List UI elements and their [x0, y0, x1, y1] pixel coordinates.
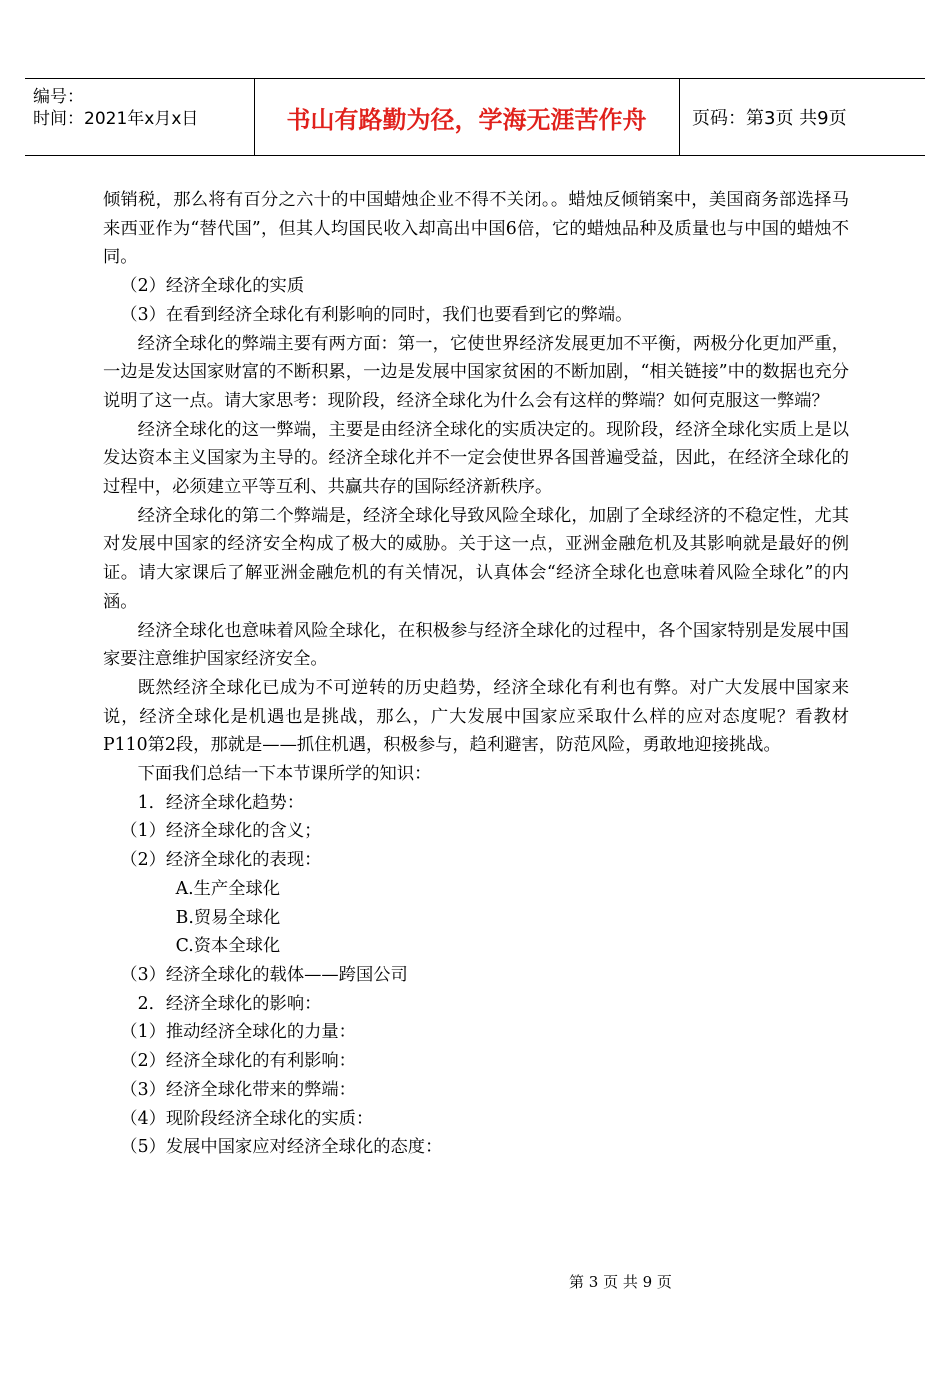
header-motto: 书山有路勤为径，学海无涯苦作舟 — [254, 79, 680, 155]
document-body — [103, 186, 849, 1162]
summary-item: A.生产全球化 — [175, 878, 281, 899]
summary-item: C.资本全球化 — [175, 936, 281, 957]
summary-item: （2）经济全球化的表现： — [120, 850, 322, 871]
summary-item: B.贸易全球化 — [175, 907, 281, 928]
paragraph: 既然经济全球化已成为不可逆转的历史趋势，经济全球化有利也有弊。对广大发展中国家来说，经济全球化是机遇也是挑战，那么，广大发展中国家应采取什么样的应对态度呢？看教材P110第2段，那就是——抓住机遇，积极参与，趋利避害，防范风险，勇敢地迎接挑战。 — [103, 677, 849, 756]
summary-item: （2）经济全球化的有利影响： — [120, 1051, 356, 1072]
document-number-label: 编号： — [33, 87, 84, 107]
paragraph: 经济全球化也意味着风险全球化，在积极参与经济全球化的过程中，各个国家特别是发展中国家要注意维护国家经济安全。 — [103, 620, 849, 670]
paragraph: 经济全球化的弊端主要有两方面：第一，它使世界经济发展更加不平衡，两极分化更加严重，一边是发达国家财富的不断积累，一边是发展中国家贫困的不断加剧，“相关链接”中的数据也充分说明了这一点。请大家思考：现阶段，经济全球化为什么会有这样的弊端？如何克服这一弊端？ — [103, 333, 849, 411]
page-footer — [0, 1271, 950, 1292]
document-time-label: 时间：2021年x月x日 — [33, 109, 199, 129]
summary-item: （3）经济全球化的载体——跨国公司 — [120, 964, 408, 985]
summary-item: （3）经济全球化带来的弊端： — [120, 1079, 356, 1100]
paragraph: （3）在看到经济全球化有利影响的同时，我们也要看到它的弊端。 — [120, 304, 633, 325]
summary-item: （5）发展中国家应对经济全球化的态度： — [120, 1137, 443, 1158]
paragraph: 经济全球化的第二个弊端是，经济全球化导致风险全球化，加剧了全球经济的不稳定性，尤其对发展中国家的经济安全构成了极大的威胁。关于这一点，亚洲金融危机及其影响就是最好的例证。请大家课后了解亚洲金融危机的有关情况，认真体会“经济全球化也意味着风险全球化”的内涵。 — [103, 505, 849, 612]
summary-item: （1）经济全球化的含义； — [120, 821, 322, 842]
paragraph: 经济全球化的这一弊端，主要是由经济全球化的实质决定的。现阶段，经济全球化实质上是以发达资本主义国家为主导的。经济全球化并不一定会使世界各国普遍受益，因此，在经济全球化的过程中，必须建立平等互利、共赢共存的国际经济新秩序。 — [103, 419, 849, 498]
paragraph: 倾销税，那么将有百分之六十的中国蜡烛企业不得不关闭。。蜡烛反倾销案中，美国商务部选择马来西亚作为“替代国”，但其人均国民收入却高出中国6倍，它的蜡烛品种及质量也与中国的蜡烛不同。 — [103, 190, 849, 268]
summary-item: 2．经济全球化的影响： — [137, 993, 322, 1014]
summary-item: 1．经济全球化趋势： — [137, 792, 305, 813]
header-meta — [25, 79, 255, 155]
summary-item: （4）现阶段经济全球化的实质： — [120, 1108, 374, 1129]
footer-page-number: 第 3 页 共 9 页 — [569, 1273, 672, 1291]
summary-item: （1）推动经济全球化的力量： — [120, 1022, 356, 1043]
header-page-info: 页码：第3页 共9页 — [692, 108, 847, 129]
paragraph: 下面我们总结一下本节课所学的知识： — [137, 764, 432, 785]
page-header — [25, 78, 925, 156]
paragraph: （2）经济全球化的实质 — [120, 276, 305, 297]
